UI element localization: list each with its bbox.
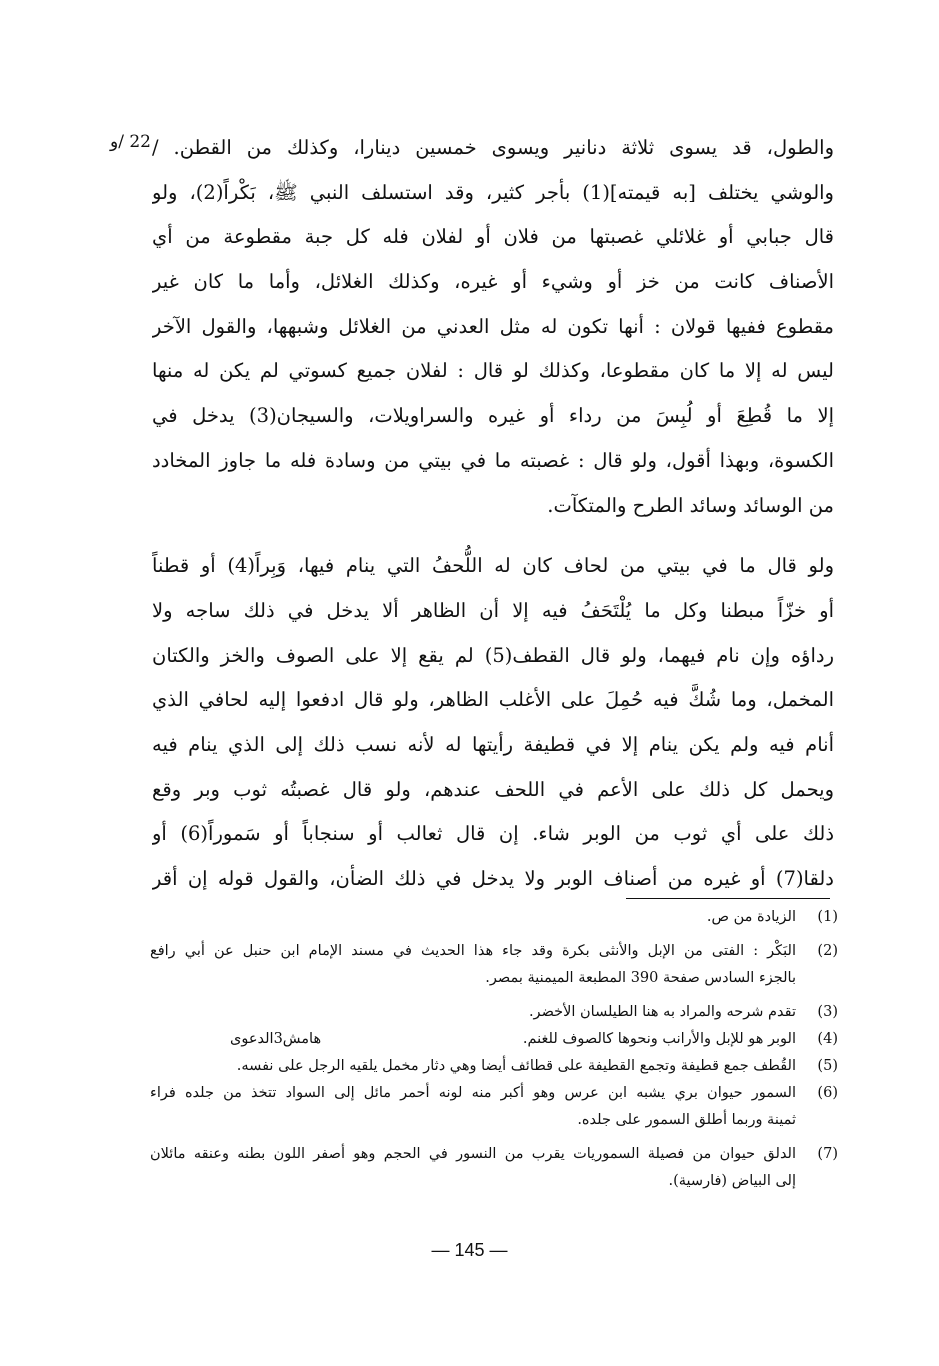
- footnote-5: [150, 1053, 838, 1080]
- body-line: رداؤه وإن نام فيهما، ولو قال القطف(5) لم يقع إلا على الصوف والخز والكتان: [152, 643, 834, 667]
- body-line: ليس له إلا ما كان مقطوعا، وكذلك لو قال : لفلان جميع كسوتي لم يكن له منها: [152, 359, 834, 383]
- footnote-3: [150, 999, 838, 1026]
- manuscript-folio-marker: 22 /و: [110, 132, 151, 152]
- page-number: — 145 —: [431, 1240, 508, 1260]
- body-line: أو خزّاً مبطنا وكل ما يُلْتَحَفُ فيه إلا أن الظاهر ألا يدخل في ذلك ساجه ولا: [152, 598, 834, 622]
- footnote-1: [150, 904, 838, 931]
- footnote-line: تقدم شرحه والمراد به هنا الطيلسان الأخضر.: [528, 1004, 796, 1020]
- body-line: أنام فيه ولم يكن ينام إلا في قطيفة رأيتها له لأنه نسب ذلك إلى الذي ينام فيه: [152, 732, 834, 756]
- footnote-body: [150, 1026, 796, 1053]
- body-line: قال جبابي أو غلائلي غصبتها من فلان أو لفلان فله كل جبة مقطوعة من أي: [152, 225, 834, 249]
- body-line: ويحمل كل ذلك على الأعم في اللحف عندهم، ولو قال غصبتُه ثوب وبر وقع: [152, 777, 834, 801]
- footnote-body: [150, 999, 796, 1026]
- footnote-line: إلى البياض (فارسية).: [668, 1173, 796, 1189]
- footnote-6: [150, 1080, 838, 1134]
- body-line: المخمل، وما شُكَّ فيه حُمِلَ على الأغلب الظاهر، ولو قال ادفعوا إليه لحافي الذي: [152, 688, 834, 712]
- footnote-7: [150, 1141, 838, 1195]
- footnote-line: الدلق حيوان من فصيلة السموريات يقرب من النسور في الحجم وهو أصفر اللون بطنه وعنقه مائلان: [150, 1146, 796, 1162]
- body-line: من الوسائد وسائد الطرح والمتكآت.: [547, 493, 834, 517]
- footnote-number: (2): [817, 943, 838, 959]
- footnote-line: ثمينة وربما أطلق السمور على جلده.: [577, 1112, 796, 1128]
- body-line: ولو قال ما في بيتي من لحاف كان له اللُّحفُ التي ينام فيها، وَبِراً(4) أو قطناً: [152, 554, 834, 578]
- footnote-body: [150, 1080, 796, 1134]
- footnote-gap: [150, 992, 838, 999]
- body-line: ذلك على أي ثوب من الوبر شاء. إن قال ثعالب أو سنجاباً أو سَموراً(6) أو: [152, 822, 834, 846]
- footnote-line: السمور حيوان بري يشبه ابن عرس وهو أكبر منه لونه أحمر مائل إلى السواد تتخذ من جلده فراء: [150, 1085, 796, 1101]
- body-line: مقطوع ففيها قولان : أنها تكون له مثل العدني من الغلائل وشبهها، والقول الآخر: [152, 314, 834, 338]
- body-line: والطول، قد يسوى ثلاثة دنانير ويسوى خمسين دينارا، وكذلك من القطن. /: [152, 136, 834, 159]
- footnote-body: [150, 938, 796, 992]
- footnote-number: (3): [817, 1004, 838, 1020]
- footnote-line: [150, 1026, 796, 1053]
- footnote-number: (4): [817, 1031, 838, 1047]
- paragraph-break: [152, 528, 834, 544]
- footnotes: [150, 904, 838, 1195]
- body-line: والوشي يختلف [به قيمته](1) بأجر كثير، وقد استسلف النبي ﷺ، بَكْراً(2)، ولو: [152, 180, 834, 204]
- footnote-body: [150, 1053, 796, 1080]
- footnote-number: (6): [817, 1085, 838, 1101]
- body-line: إلا ما قُطِعَ أو لُبِسَ من رداء أو غيره والسراويلات، والسيجان(3) يدخل في: [152, 404, 834, 428]
- footnote-body: [150, 1141, 796, 1195]
- footnote-separator: [626, 898, 830, 899]
- body-line: دلقا(7) أو غيره من أصناف الوبر ولا يدخل في ذلك الضأن، والقول قوله إن أقر: [152, 867, 834, 890]
- footnote-number: (5): [817, 1058, 838, 1074]
- footnote-body: [150, 904, 796, 931]
- body-line: الكسوة، وبهذا أقول، ولو قال : غصبته ما في بيتي من وسادة فله ما جاوز المخادد: [152, 448, 834, 472]
- footnote-gap: [150, 931, 838, 938]
- footnote-line: الزيادة من ص.: [706, 909, 796, 925]
- footnote-number: (1): [817, 909, 838, 925]
- footnote-line: البَكْر : الفتى من الإبل والأنثى بكرة وقد جاء هذا الحديث في مسند الإمام ابن حنبل عن أبي رافع: [150, 943, 796, 959]
- footnote-number: (7): [817, 1146, 838, 1162]
- footnote-2: [150, 938, 838, 992]
- footnote-text: الوبر هو للإبل والأرانب ونحوها كالصوف للغنم.: [522, 1031, 796, 1047]
- footnote-line: القُطف جمع قطيفة وتجمع القطيفة على قطائف أيضا وهي دثار مخمل يلقيه الرجل على نفسه.: [236, 1058, 796, 1074]
- footnote-4: [150, 1026, 838, 1053]
- footnote-line: بالجزء السادس صفحة 390 المطبعة الميمنية بمصر.: [485, 970, 796, 986]
- handwritten-side-note: هامش3الدعوى: [230, 1031, 322, 1047]
- body-line: الأصناف كانت من خز أو وشيء أو غيره، وكذلك الغلائل، وأما ما كان غير: [152, 270, 834, 294]
- footnote-gap: [150, 1134, 838, 1141]
- main-text-block: [152, 126, 834, 902]
